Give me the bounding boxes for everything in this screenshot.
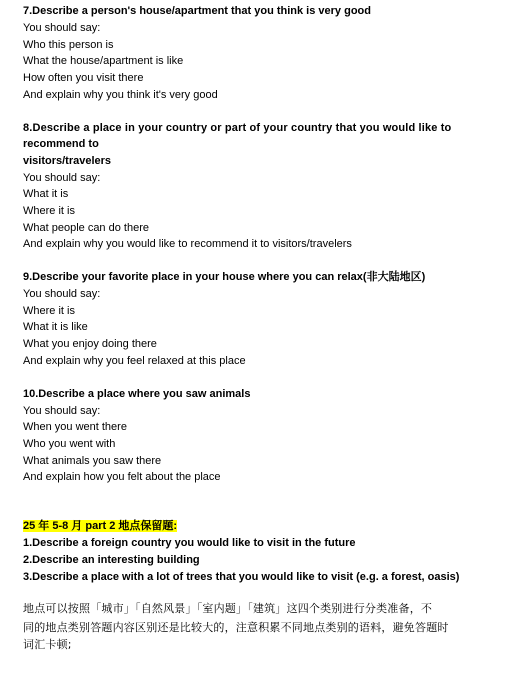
note-line: 地点可以按照「城市」「自然风景」「室内题」「建筑」这四个类别进行分类准备，不 xyxy=(23,602,433,615)
topic-9-prompt: What you enjoy doing there xyxy=(23,338,157,350)
topic-8-title: recommend to xyxy=(23,138,99,150)
topic-10-prompt: Who you went with xyxy=(23,438,116,450)
reserve-item: 2.Describe an interesting building xyxy=(23,554,200,566)
reserve-heading-text: 25 年 5-8 月 part 2 地点保留题: xyxy=(23,520,178,532)
topic-8-prompt: And explain why you would like to recommend it to visitors/travelers xyxy=(23,238,352,250)
reserve-heading xyxy=(23,519,177,533)
topic-10-prompt: And explain how you felt about the place xyxy=(23,471,221,483)
topic-7-prompt: You should say: xyxy=(23,22,101,34)
topic-9-prompt: Where it is xyxy=(23,305,75,317)
topic-8-prompt: What people can do there xyxy=(23,222,149,234)
note-line: 词汇卡顿; xyxy=(23,638,72,651)
topic-10-title: 10.Describe a place where you saw animals xyxy=(23,388,251,400)
topic-7-prompt: What the house/apartment is like xyxy=(23,55,184,67)
topic-8-title: 8.Describe a place in your country or part of your country that you would like to xyxy=(23,122,452,134)
topic-8-title: visitors/travelers xyxy=(23,155,112,167)
topic-9-prompt: What it is like xyxy=(23,321,88,333)
reserve-item: 1.Describe a foreign country you would like to visit in the future xyxy=(23,537,356,549)
topic-10-prompt: You should say: xyxy=(23,405,101,417)
topic-7-prompt: And explain why you think it's very good xyxy=(23,89,218,101)
topic-8-prompt: You should say: xyxy=(23,172,101,184)
topic-8-prompt: What it is xyxy=(23,188,69,200)
topic-10-prompt: When you went there xyxy=(23,421,127,433)
topic-9-title: 9.Describe your favorite place in your house where you can relax(非大陆地区) xyxy=(23,271,426,283)
note-line: 同的地点类别答题内容区别还是比较大的，注意积累不同地点类别的语料，避免答题时 xyxy=(23,621,449,634)
topic-7-title: 7.Describe a person's house/apartment that you think is very good xyxy=(23,5,371,17)
topic-8-prompt: Where it is xyxy=(23,205,75,217)
topic-9-prompt: And explain why you feel relaxed at this place xyxy=(23,355,246,367)
topic-7-prompt: How often you visit there xyxy=(23,72,144,84)
topic-7-prompt: Who this person is xyxy=(23,39,114,51)
topic-9-prompt: You should say: xyxy=(23,288,101,300)
reserve-item: 3.Describe a place with a lot of trees that you would like to visit (e.g. a forest, oasis) xyxy=(23,571,460,583)
topic-10-prompt: What animals you saw there xyxy=(23,455,162,467)
